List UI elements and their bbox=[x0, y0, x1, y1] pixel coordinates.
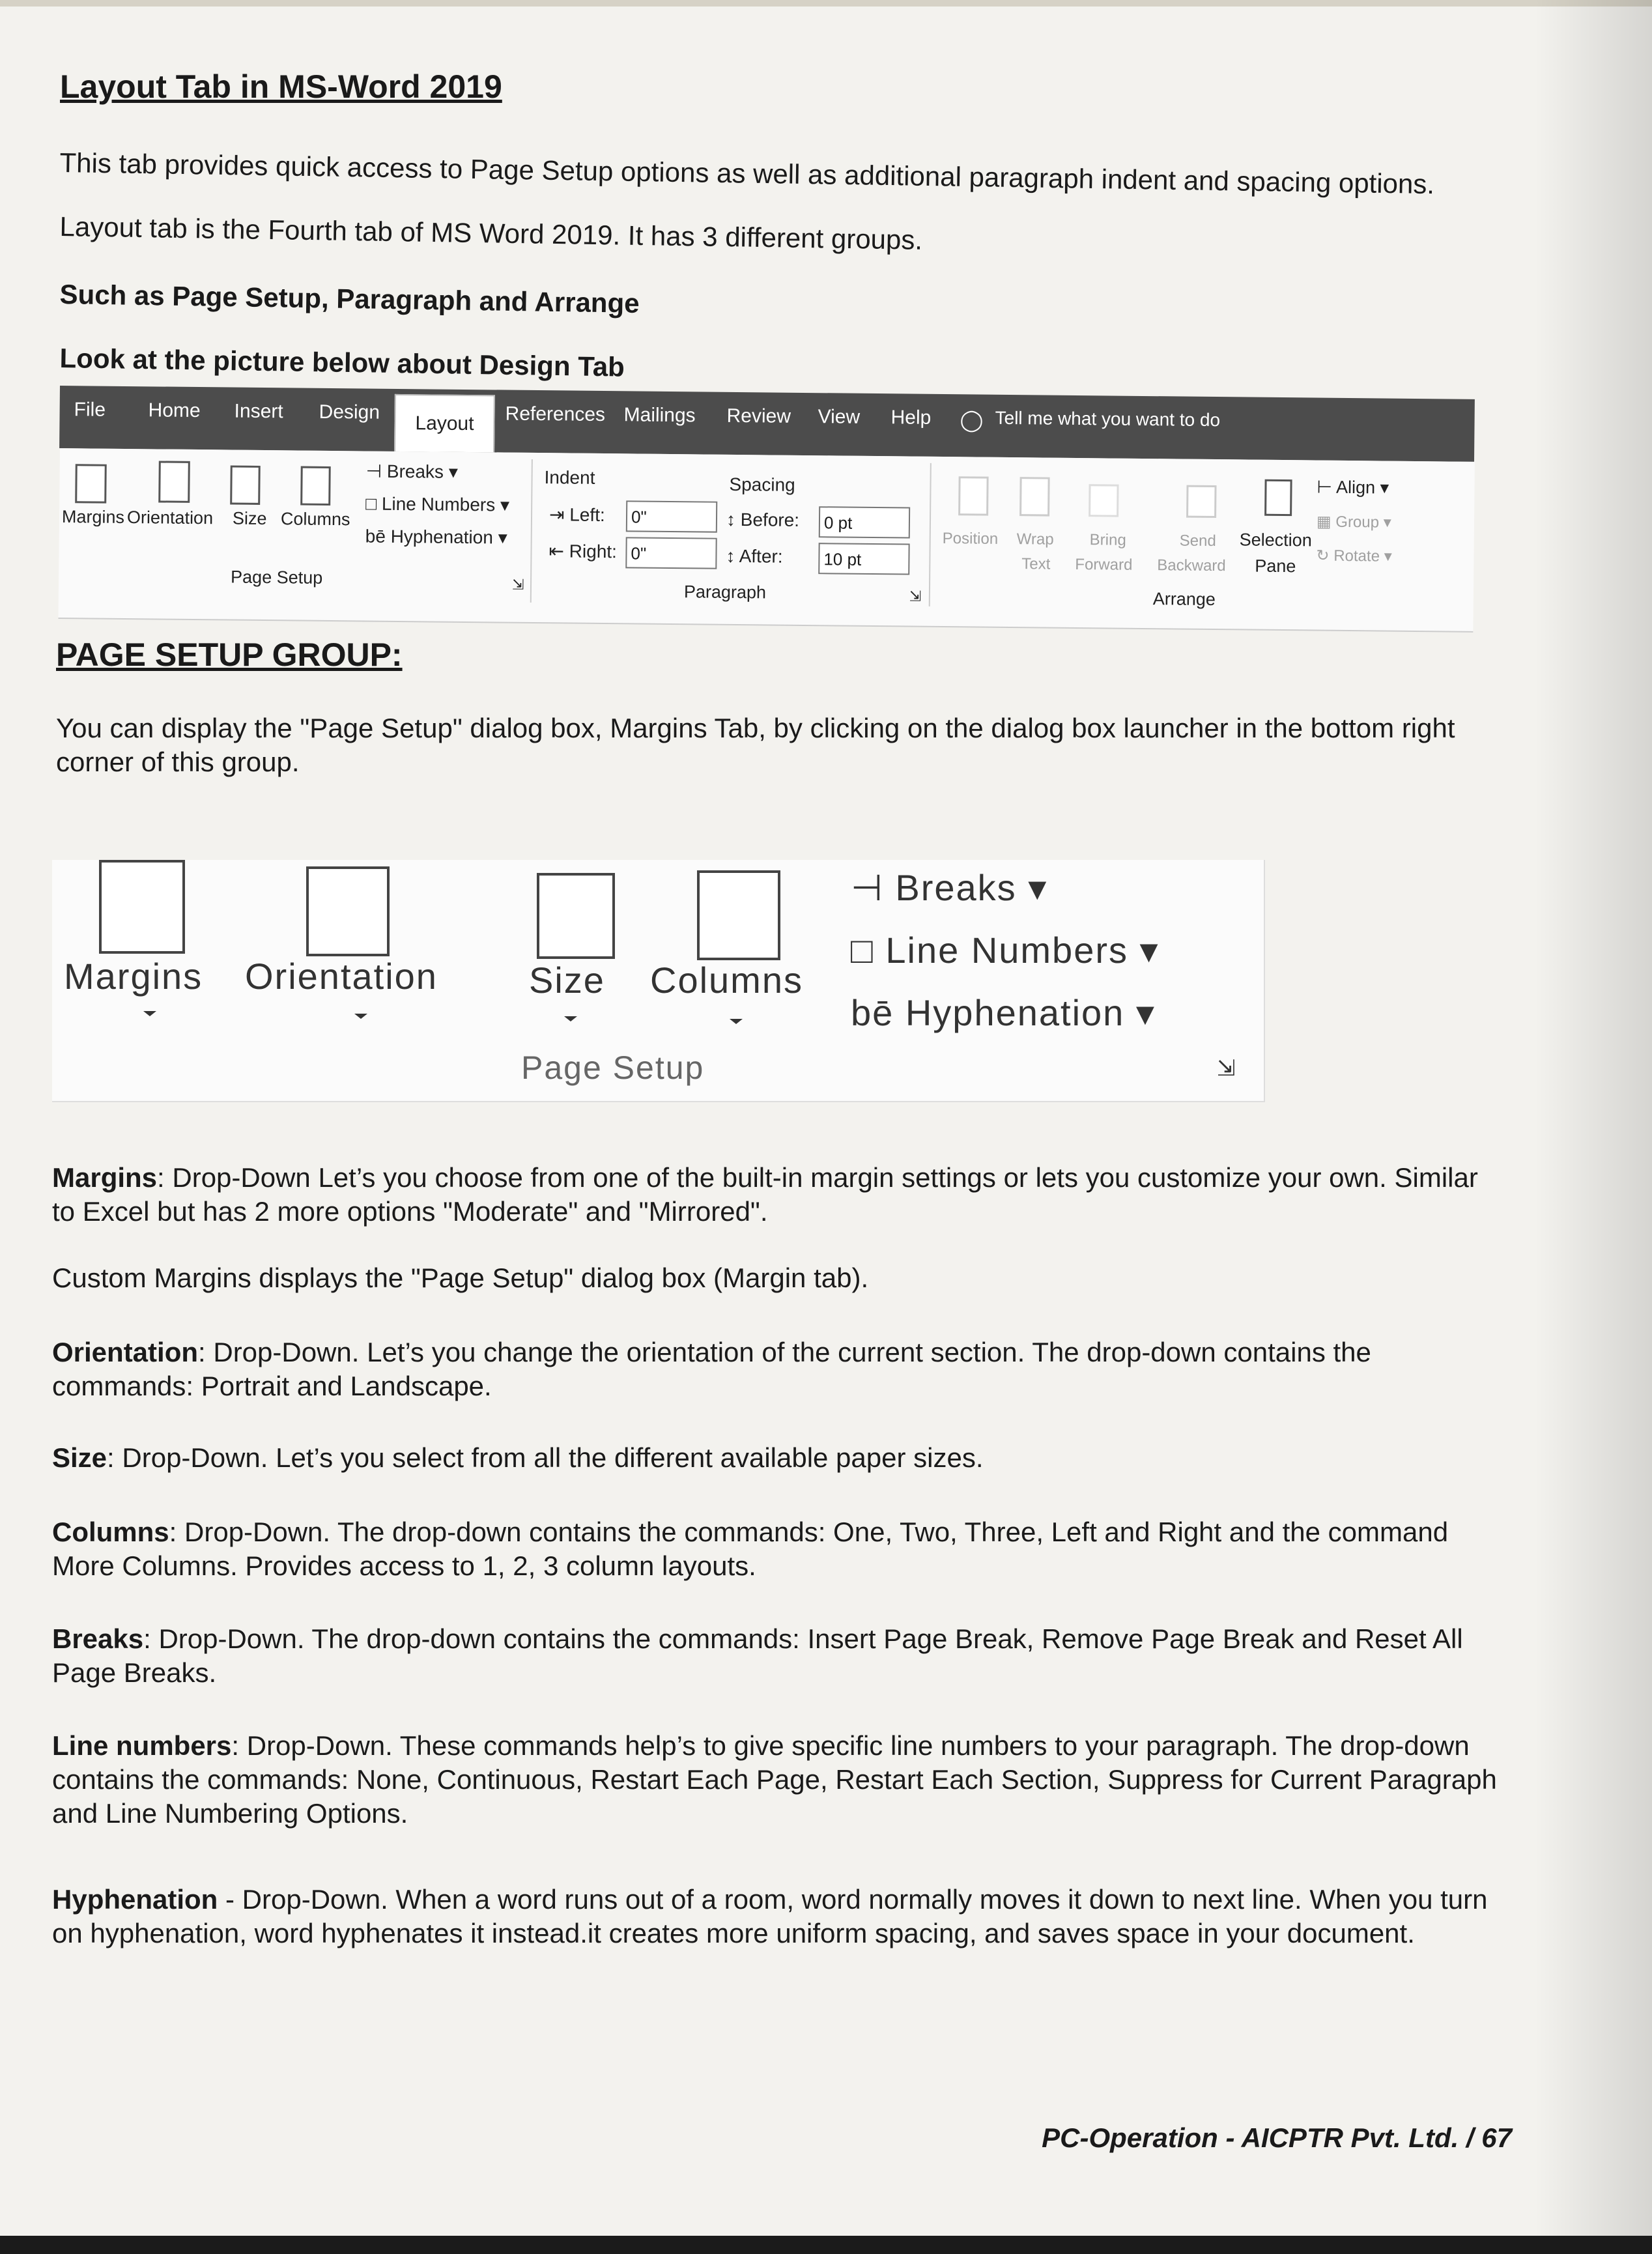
tab-view[interactable]: View bbox=[818, 406, 861, 428]
margins-button[interactable]: Margins bbox=[61, 507, 125, 527]
position-button[interactable]: Position bbox=[942, 530, 999, 548]
intro-line-2: Layout tab is the Fourth tab of MS Word 2019. It has 3 different groups. bbox=[59, 211, 923, 255]
columns-icon bbox=[300, 466, 331, 506]
orientation-button[interactable]: Orientation bbox=[126, 507, 214, 528]
tab-home[interactable]: Home bbox=[148, 399, 201, 422]
intro-line-1: This tab provides quick access to Page Setup options as well as additional paragraph indent and spacing options. bbox=[59, 147, 1435, 200]
breaks-icon: ⊣ bbox=[365, 461, 388, 481]
align-button[interactable]: ⊢ Align ▾ bbox=[1317, 477, 1389, 498]
spacing-after-label: ↕ After: bbox=[726, 545, 783, 567]
rotate-icon: ↻ bbox=[1316, 547, 1334, 565]
hyphenation-button[interactable]: bē Hyphenation ▾ bbox=[851, 992, 1156, 1033]
group-divider bbox=[530, 459, 533, 603]
hyphenation-icon: bē bbox=[365, 526, 391, 547]
hyphenation-icon: bē bbox=[851, 992, 905, 1033]
position-icon bbox=[958, 476, 989, 515]
selection-pane-button-2: Pane bbox=[1255, 556, 1296, 577]
rotate-button[interactable]: ↻ Rotate ▾ bbox=[1316, 547, 1392, 565]
page-setup-description: You can display the "Page Setup" dialog box, Margins Tab, by clicking on the dialog box launcher in the bottom right corner of this group. bbox=[56, 713, 1455, 777]
item-size: Size: Drop-Down. Let’s you select from all the different available paper sizes. bbox=[52, 1442, 984, 1473]
chevron-down-icon bbox=[143, 1011, 156, 1016]
indent-right-icon: ⇤ bbox=[548, 541, 569, 562]
hyphenation-label: Hyphenation bbox=[390, 526, 494, 548]
spacing-before-icon: ↕ bbox=[726, 509, 741, 530]
breaks-button[interactable]: ⊣ Breaks ▾ bbox=[365, 461, 458, 482]
selection-pane-icon bbox=[1264, 479, 1292, 516]
page-setup-group-label: Page Setup bbox=[230, 567, 323, 588]
tab-references[interactable]: References bbox=[505, 403, 606, 426]
hyphenation-button[interactable]: bē Hyphenation ▾ bbox=[365, 526, 507, 548]
indent-label: Indent bbox=[544, 467, 595, 488]
item-orientation: Orientation: Drop-Down. Let’s you change the orientation of the current section. The drop-down contains the commands: Portrait and Landscape. bbox=[52, 1337, 1371, 1401]
size-button[interactable]: Size bbox=[529, 960, 605, 1001]
selection-pane-button-1[interactable]: Selection bbox=[1239, 530, 1312, 550]
spacing-label: Spacing bbox=[729, 474, 795, 495]
arrange-group-label: Arrange bbox=[1152, 589, 1216, 610]
intro-line-3: Such as Page Setup, Paragraph and Arrange bbox=[59, 279, 640, 319]
group-icon: ▦ bbox=[1316, 513, 1336, 531]
spacing-after-field[interactable]: 10 pt bbox=[818, 543, 909, 575]
item-breaks: Breaks: Drop-Down. The drop-down contains the commands: Insert Page Break, Remove Page Break and Reset All Page Breaks. bbox=[52, 1623, 1463, 1688]
indent-left-icon: ⇥ bbox=[548, 504, 570, 525]
wrap-text-button-1[interactable]: Wrap bbox=[1016, 530, 1054, 549]
dialog-launcher-icon[interactable]: ⇲ bbox=[1217, 1056, 1237, 1081]
columns-icon bbox=[697, 870, 780, 960]
breaks-button[interactable]: ⊣ Breaks ▾ bbox=[851, 867, 1048, 908]
size-icon bbox=[230, 466, 261, 505]
align-icon: ⊢ bbox=[1317, 477, 1337, 497]
group-divider bbox=[929, 463, 932, 606]
line-numbers-button[interactable]: □ Line Numbers ▾ bbox=[365, 493, 510, 515]
breaks-icon: ⊣ bbox=[851, 867, 896, 908]
line-numbers-icon: □ bbox=[851, 930, 886, 971]
item-line-numbers: Line numbers: Drop-Down. These commands help’s to give specific line numbers to your paragraph. The drop-down contains the commands: None, Continuous, Restart Each Page, Restart Each Section, Suppress for Current Paragraph and Line Numbering Options. bbox=[52, 1730, 1497, 1829]
columns-button[interactable]: Columns bbox=[650, 960, 803, 1001]
indent-right-field[interactable]: 0" bbox=[625, 537, 717, 569]
page-top-edge bbox=[0, 0, 1652, 7]
tab-mailings[interactable]: Mailings bbox=[623, 404, 696, 427]
orientation-icon bbox=[158, 461, 190, 502]
wrap-text-icon bbox=[1019, 477, 1050, 516]
tab-design[interactable]: Design bbox=[319, 401, 380, 423]
page-curl-shadow bbox=[1535, 0, 1652, 2254]
margins-icon bbox=[99, 860, 185, 954]
indent-left-label: ⇥ Left: bbox=[548, 504, 605, 526]
bring-forward-icon bbox=[1089, 484, 1118, 517]
page-bottom-edge bbox=[0, 2236, 1652, 2254]
line-numbers-button[interactable]: □ Line Numbers ▾ bbox=[851, 930, 1160, 971]
orientation-icon bbox=[306, 866, 390, 956]
page-setup-enlarged bbox=[52, 860, 1265, 1102]
indent-right-label: ⇤ Right: bbox=[548, 541, 618, 562]
tell-me-search[interactable]: Tell me what you want to do bbox=[995, 407, 1221, 431]
wrap-text-button-2: Text bbox=[1021, 555, 1051, 573]
line-numbers-label: Line Numbers bbox=[381, 493, 496, 515]
page-setup-group-label: Page Setup bbox=[521, 1049, 705, 1086]
line-numbers-icon: □ bbox=[365, 493, 382, 514]
spacing-before-field[interactable]: 0 pt bbox=[819, 506, 910, 538]
chevron-down-icon bbox=[564, 1016, 577, 1021]
tab-insert[interactable]: Insert bbox=[234, 400, 283, 423]
item-custom-margins: Custom Margins displays the "Page Setup" dialog box (Margin tab). bbox=[52, 1263, 869, 1293]
ribbon-body bbox=[58, 448, 1474, 633]
tab-help[interactable]: Help bbox=[890, 407, 932, 429]
indent-left-field[interactable]: 0" bbox=[626, 500, 717, 532]
item-columns: Columns: Drop-Down. The drop-down contains the commands: One, Two, Three, Left and Right and the command More Columns. Provides access to 1, 2, 3 column layouts. bbox=[52, 1517, 1449, 1581]
margins-icon bbox=[75, 464, 107, 503]
size-icon bbox=[537, 873, 615, 959]
orientation-button[interactable]: Orientation bbox=[245, 956, 438, 997]
send-backward-button-1[interactable]: Send bbox=[1179, 532, 1216, 550]
lightbulb-icon: ◯ bbox=[960, 408, 984, 432]
page-footer: PC-Operation - AICPTR Pvt. Ltd. / 67 bbox=[1042, 2122, 1512, 2153]
paragraph-group-label: Paragraph bbox=[683, 582, 767, 603]
tab-layout[interactable]: Layout bbox=[394, 394, 495, 452]
tab-file[interactable]: File bbox=[74, 399, 106, 421]
chevron-down-icon bbox=[730, 1019, 743, 1024]
send-backward-button-2: Backward bbox=[1157, 556, 1226, 575]
page-setup-heading: PAGE SETUP GROUP: bbox=[56, 636, 403, 673]
spacing-before-label: ↕ Before: bbox=[726, 509, 800, 530]
line-numbers-label: Line Numbers bbox=[885, 930, 1128, 971]
bring-forward-button-1[interactable]: Bring bbox=[1089, 531, 1126, 549]
chevron-down-icon bbox=[354, 1014, 367, 1019]
bring-forward-button-2: Forward bbox=[1075, 555, 1133, 574]
spacing-after-icon: ↕ bbox=[726, 545, 739, 567]
send-backward-icon bbox=[1186, 485, 1216, 518]
item-margins: Margins: Drop-Down Let’s you choose from one of the built-in margin settings or lets you customize your own. Similar to Excel but has 2 more options "Moderate" and "Mirrored". bbox=[52, 1162, 1478, 1227]
paragraph-launcher-icon[interactable]: ⇲ bbox=[909, 588, 922, 605]
item-hyphenation: Hyphenation - Drop-Down. When a word runs out of a room, word normally moves it down to next line. When you turn on hyphenation, word hyphenates it instead.it creates more uniform spacing, and saves space in your document. bbox=[52, 1884, 1488, 1948]
page-title: Layout Tab in MS-Word 2019 bbox=[60, 68, 502, 105]
page-setup-launcher-icon[interactable]: ⇲ bbox=[511, 576, 524, 593]
margins-button[interactable]: Margins bbox=[64, 956, 203, 997]
intro-line-4: Look at the picture below about Design Tab bbox=[59, 343, 625, 382]
group-button[interactable]: ▦ Group ▾ bbox=[1316, 513, 1391, 532]
breaks-label: Breaks bbox=[386, 461, 444, 482]
columns-button[interactable]: Columns bbox=[280, 509, 350, 530]
size-button[interactable]: Size bbox=[232, 508, 267, 529]
hyphenation-label: Hyphenation bbox=[905, 992, 1125, 1033]
tab-review[interactable]: Review bbox=[726, 405, 791, 427]
breaks-label: Breaks bbox=[895, 867, 1017, 908]
